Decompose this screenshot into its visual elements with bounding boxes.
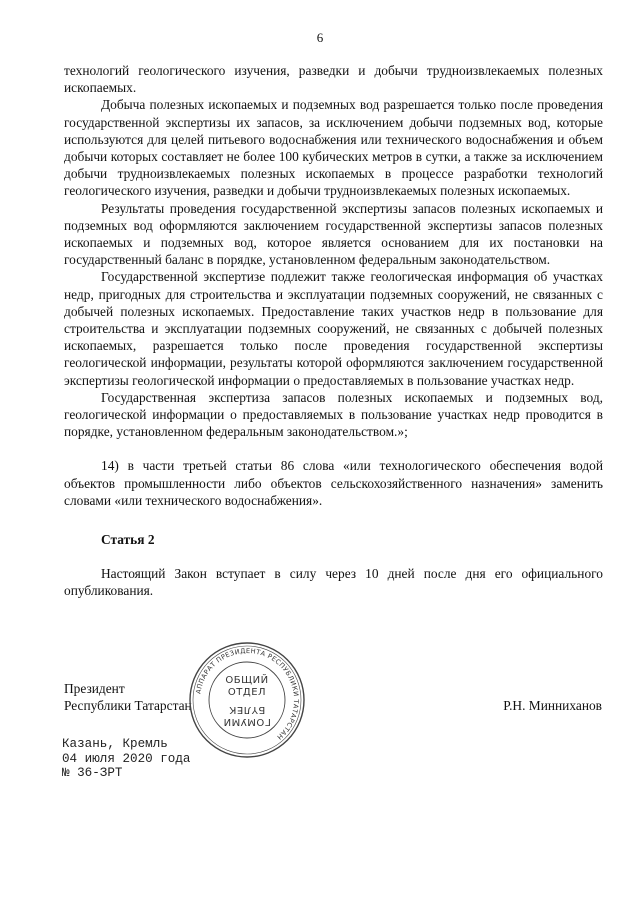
official-stamp: [188, 641, 306, 759]
paragraph-geological-information: Государственной экспертизе подлежит также геологическая информация об участках недр, пригодных для строительства и эксплуатации подземных сооружений, не связанных с добычей полезных ископаемых. Предоставление таких участков недр в пользование для строительства и эксплуатации подземных сооружений, не связанных с добычей полезных ископаемых, разрешается только после проведения государственной экспертизы геологической информации, результаты которой оформляются заключением государственной экспертизы геологической информации о предоставляемых в пользование участках недр.: [64, 269, 603, 388]
article-2-title: Статья 2: [101, 532, 155, 548]
page-number: 6: [316, 30, 324, 45]
signatory-name: Р.Н. Минниханов: [503, 698, 602, 713]
place: Казань, Кремль: [62, 737, 168, 751]
paragraph-expertise-procedure: Государственная экспертиза запасов полезных ископаемых и подземных вод, геологической информации о предоставляемых в пользование участках недр проводится в порядке, установленном федеральным законодательством.»;: [64, 389, 603, 440]
date: 04 июля 2020 года: [62, 751, 191, 766]
stamp-seal-icon: [188, 641, 306, 759]
stamp-line4: БҮЛЕК: [228, 704, 266, 715]
paragraph-expertise-results: Результаты проведения государственной экспертизы запасов полезных ископаемых и подземных вод оформляются заключением государственной экспертизы запасов полезных ископаемых и подземных вод, которое является основанием для их постановки на государственный баланс в порядке, установленном федеральным законодательством.: [64, 200, 603, 268]
stamp-line2: ОТДЕЛ: [227, 687, 267, 698]
signature-position-line1: Президент: [64, 681, 125, 696]
signature-position: [64, 680, 192, 714]
paragraph-continuation: технологий геологического изучения, разведки и добычи трудноизвлекаемых полезных ископаемых.: [64, 63, 603, 96]
stamp-ring-text: АППАРАТ ПРЕЗИДЕНТА РЕСПУБЛИКИ ТАТАРСТАН: [194, 646, 301, 742]
stamp-line3: ГОМУМИ: [223, 716, 271, 727]
place-date-block: [62, 737, 190, 781]
paragraph-extraction-permit: Добыча полезных ископаемых и подземных вод разрешается только после проведения государственной экспертизы их запасов, за исключением добычи подземных вод, которые используются для целей питьевого водоснабжения или технического водоснабжения и объем добычи которых составляет не более 100 кубических метров в сутки, а также за исключением добычи трудноизвлекаемых полезных ископаемых в процессе разработки технологий геологического изучения, разведки и добычи трудноизвлекаемых полезных ископаемых.: [64, 97, 603, 199]
amendment-item-14: 14) в части третьей статьи 86 слова «или технологического обеспечения водой объектов промышленности либо объектов сельскохозяйственного назначения» заменить словами «или технического водоснабжения».: [64, 458, 603, 508]
law-number: № 36-ЗРТ: [62, 766, 123, 781]
article-2-text: Настоящий Закон вступает в силу через 10 дней после дня его официального опубликования.: [64, 566, 603, 599]
stamp-line1: ОБЩИЙ: [225, 675, 269, 686]
signature-position-line2: Республики Татарстан: [64, 698, 192, 714]
document-body: [64, 62, 603, 600]
